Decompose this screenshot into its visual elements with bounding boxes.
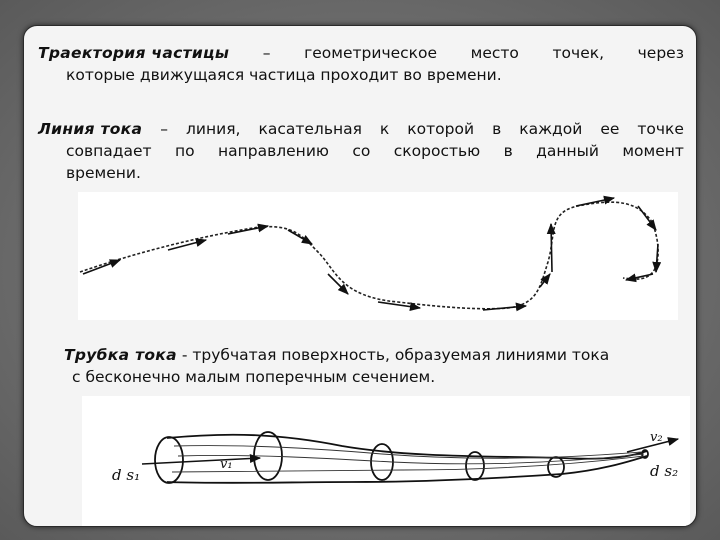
word: ее — [600, 120, 620, 138]
tangent-arrow — [83, 260, 120, 274]
term-trajectory: Траектория частицы — [38, 44, 230, 62]
term-stream-tube: Трубка тока — [64, 346, 177, 364]
word: – — [160, 120, 169, 138]
tangent-arrow — [551, 224, 552, 272]
tangent-arrow — [288, 230, 312, 244]
definition-stream-tube-text: - трубчатая поверхность, образуемая линиями тока — [181, 346, 610, 364]
definition-stream-tube-line2: с бесконечно малым поперечным сечением. — [72, 368, 436, 386]
word: которой — [407, 120, 475, 138]
word: через — [637, 44, 684, 62]
definition-streamline-line2 — [38, 140, 684, 162]
word: геометрическое — [304, 44, 438, 62]
word: точек, — [552, 44, 605, 62]
tube-top-edge — [167, 435, 647, 459]
definition-stream-tube — [64, 344, 684, 388]
stream-tube-diagram — [82, 396, 690, 526]
word: линия, — [186, 120, 241, 138]
word: со — [352, 142, 371, 160]
tangent-arrow — [626, 274, 653, 280]
word: скоростью — [393, 142, 481, 160]
tangent-arrow — [328, 274, 348, 294]
tangent-arrow — [656, 244, 658, 272]
streamline-figure — [78, 192, 678, 320]
definition-trajectory-line1 — [38, 42, 684, 64]
word: в — [503, 142, 513, 160]
term-streamline: Линия тока — [38, 120, 143, 138]
label-v1: v₁ — [220, 457, 233, 472]
word: момент — [622, 142, 684, 160]
word: – — [262, 44, 271, 62]
word: по — [174, 142, 195, 160]
word: данный — [536, 142, 599, 160]
velocity-arrow-v1 — [142, 458, 260, 464]
word: к — [379, 120, 390, 138]
stream-tube-figure — [82, 396, 690, 526]
word: совпадает — [66, 142, 152, 160]
definition-stream-tube-line1 — [64, 344, 684, 366]
tangent-arrow — [228, 226, 268, 234]
label-ds1: d s₁ — [112, 466, 141, 484]
label-v2: v₂ — [650, 430, 663, 445]
definition-trajectory-line2: которые движущаяся частица проходит во времени. — [66, 66, 502, 84]
tangent-arrow — [638, 206, 656, 230]
label-ds2: d s₂ — [650, 462, 679, 480]
streamline-diagram — [78, 192, 678, 320]
word: в — [492, 120, 502, 138]
definition-streamline-line1 — [38, 118, 684, 140]
tube-inner-line — [174, 445, 642, 458]
streamline-curve — [80, 202, 658, 309]
tube-section-ds1 — [155, 437, 183, 483]
slide — [23, 25, 697, 527]
definition-streamline — [38, 118, 684, 184]
word: точке — [637, 120, 684, 138]
definition-streamline-line3: времени. — [66, 164, 141, 182]
velocity-arrows — [83, 198, 658, 310]
word: каждой — [519, 120, 583, 138]
definition-trajectory — [38, 42, 684, 86]
word: касательная — [258, 120, 362, 138]
word: направлению — [218, 142, 329, 160]
word: место — [470, 44, 519, 62]
